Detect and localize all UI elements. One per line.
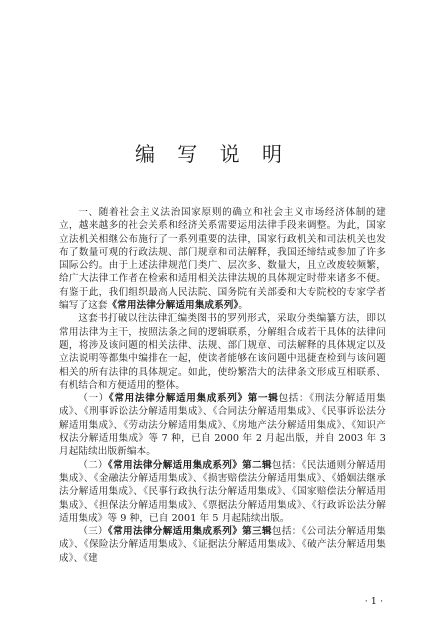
series-name: 《常用法律分解适用集成系列》: [107, 300, 239, 312]
paragraph-text: 。: [238, 300, 249, 312]
page-number: · 1 ·: [364, 596, 383, 607]
paragraph: [59, 312, 386, 392]
paragraph: [59, 525, 386, 565]
paragraph-text: 包括：《民法通则分解适用集成》、《金融法分解适用集成》、《损害赔偿法分解适用集成》、《婚姻法继承法分解适用集成》、《民事行政执行法分解适用集成》、《国家赔偿法分解适用集成》、《担保法分解适用集成》、《票据法分解适用集成》、《行政诉讼法分解适用集成》等 9 种，已自 2001 年 5 月起陆续出版。: [59, 459, 386, 524]
body-text: [59, 206, 386, 565]
paragraph-text: （三）: [78, 526, 108, 538]
series-name: 《常用法律分解适用集成系列》第三辑: [107, 526, 272, 538]
paragraph: [59, 392, 386, 458]
paragraph: [59, 206, 386, 312]
paragraph-text: 这套书打破以往法律汇编类图书的罗列形式，采取分类编纂方法，即以常用法律为主干，按照法条之间的逻辑联系，分解组合成若干具体的法律问题，将涉及该问题的相关法律、法规、部门规章、司法解释的具体规定以及立法说明等都集中编排在一起，使读者能够在该问题中迅捷查检到与该问题相关的所有法律的具体规定。如此，使纷繁浩大的法律条文形成互相联系、有机结合和方便适用的整体。: [59, 313, 386, 391]
paragraph-text: 包括：《刑法分解适用集成》、《刑事诉讼法分解适用集成》、《合同法分解适用集成》、《民事诉讼法分解适用集成》、《劳动法分解适用集成》、《房地产法分解适用集成》、《知识产权法分解适用集成》等 7 种，已自 2000 年 2 月起出版，并自 2003 年 3 月起陆续出版新编本。: [59, 393, 386, 458]
paragraph: [59, 459, 386, 525]
paragraph-text: （二）: [78, 459, 108, 471]
paragraph-text: 一、随着社会主义法治国家原则的确立和社会主义市场经济体制的建立，越来越多的社会关系和经济关系需要运用法律手段来调整。为此，国家立法机关相继公布施行了一系列重要的法律，国家行政机关和司法机关也发布了数量可观的行政法规、部门规章和司法解释，我国还缔结或参加了许多国际公约。由于上述法律规范门类广、层次多、数量大，且立改废较频繁，给广大法律工作者在检索和适用相关法律法规的具体规定时带来诸多不便。有鉴于此，我们组织最高人民法院、国务院有关部委和大专院校的专家学者编写了这套: [59, 207, 386, 312]
page-title: 编 写 说 明: [134, 142, 291, 166]
paragraph-text: （一）: [78, 393, 109, 405]
series-name: 《常用法律分解适用集成系列》第二辑: [107, 459, 272, 471]
paragraph-text: 包括：《公司法分解适用集成》、《保险法分解适用集成》、《证据法分解适用集成》、《破产法分解适用集成》、《建: [59, 526, 386, 564]
series-name: 《常用法律分解适用集成系列》第一辑: [108, 393, 279, 405]
